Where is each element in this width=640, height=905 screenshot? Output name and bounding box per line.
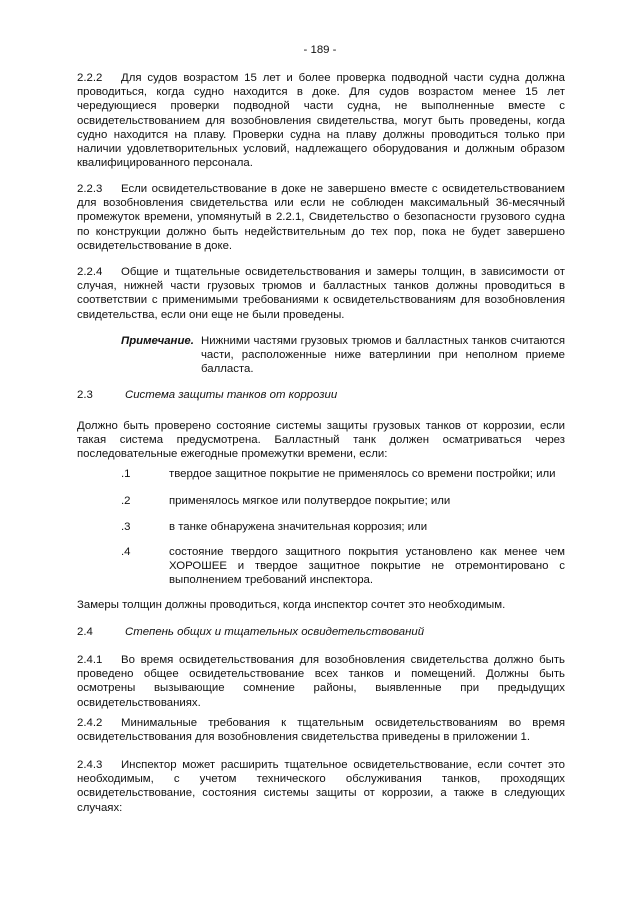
paragraph-2-3-end: Замеры толщин должны проводиться, когда инспектор сочтет это необходимым. (77, 599, 506, 611)
paragraph-2-2-2 (77, 71, 565, 170)
paragraph-number: 2.2.3 (77, 183, 103, 195)
section-title: Система защиты танков от коррозии (125, 389, 338, 401)
section-number: 2.4 (77, 626, 93, 638)
list-item-number: .3 (121, 521, 131, 533)
list-item (121, 494, 565, 508)
paragraph-2-4-1 (77, 653, 565, 710)
page-number: - 189 - (303, 44, 337, 56)
list-item (121, 467, 565, 481)
list-item-text: твердое защитное покрытие не применялось со времени постройки; или (169, 468, 556, 480)
paragraph-text: Во время освидетельствования для возобновления свидетельства должно быть проведено общее освидетельствование всех танков и помещений. Должны быть осмотрены вызывающие сомнение районы, выявленные при предыдущих освидетельствованиях. (77, 654, 565, 709)
list-item (121, 545, 565, 588)
section-title: Степень общих и тщательных освидетельствований (125, 626, 425, 638)
paragraph-2-4-2 (77, 716, 565, 744)
paragraph-text: Если освидетельствование в доке не завершено вместе с освидетельствованием для возобновления свидетельства или если не соблюден максимальный 36-месячный промежуток времени, упомянутый в 2.2.1, Свидетельство о безопасности грузового судна по конструкции должно быть недействительным до тех пор, пока не будет завершено освидетельствование в доке. (77, 183, 565, 252)
paragraph-2-2-3 (77, 182, 565, 253)
list-item-number: .1 (121, 468, 131, 480)
paragraph-2-4-3 (77, 758, 565, 815)
section-heading-2-3 (77, 388, 565, 402)
note (121, 334, 565, 377)
paragraph-number: 2.4.1 (77, 654, 103, 666)
paragraph-number: 2.2.2 (77, 72, 103, 84)
list-item-text: применялось мягкое или полутвердое покрытие; или (169, 495, 451, 507)
paragraph-number: 2.4.3 (77, 759, 103, 771)
list-item-text: состояние твердого защитного покрытия установлено как менее чем ХОРОШЕЕ и твердое защитное покрытие не отремонтировано с выполнением требований инспектора. (169, 546, 565, 587)
list-item-number: .4 (121, 546, 131, 558)
section-number: 2.3 (77, 389, 93, 401)
list-item-number: .2 (121, 495, 131, 507)
paragraph-number: 2.2.4 (77, 266, 103, 278)
paragraph-number: 2.4.2 (77, 717, 103, 729)
note-text: Нижними частями грузовых трюмов и балластных танков считаются части, расположенные ниже ватерлинии при неполном приеме балласта. (201, 335, 565, 376)
paragraph-text: Инспектор может расширить тщательное освидетельствование, если сочтет это необходимым, с учетом технического обслуживания танков, проходящих освидетельствование, состояния системы защиты от коррозии, а также в следующих случаях: (77, 759, 565, 814)
paragraph-2-3-intro: Должно быть проверено состояние системы защиты грузовых танков от коррозии, если такая система предусмотрена. Балластный танк должен осматриваться через последовательные ежегодные промежутки времени, если: (77, 420, 565, 461)
paragraph-text: Минимальные требования к тщательным освидетельствованиям во время освидетельствования для возобновления свидетельства приведены в приложении 1. (77, 717, 565, 744)
list-item-text: в танке обнаружена значительная коррозия; или (169, 521, 428, 533)
paragraph-text: Для судов возрастом 15 лет и более проверка подводной части судна должна проводиться, когда судно находится в доке. Для судов возрастом менее 15 лет чередующиеся проверки подводной части судна, не выполненные вместе с освидетельствованием для возобновления свидетельства, могут быть проведены, когда судно находится на плаву. Проверки судна на плаву должны проводиться только при наличии удовлетворительных условий, надлежащего оборудования и должным образом квалифицированного персонала. (77, 72, 565, 170)
note-label: Примечание. (121, 335, 194, 347)
paragraph-2-2-4 (77, 265, 565, 322)
list-item (121, 520, 565, 534)
paragraph-text: Общие и тщательные освидетельствования и замеры толщин, в зависимости от случая, нижней части грузовых трюмов и балластных танков должны проводиться в соответствии с применимыми требованиями к освидетельствованиям для возобновления свидетельства, если они еще не были проведены. (77, 266, 565, 321)
section-heading-2-4 (77, 625, 565, 639)
